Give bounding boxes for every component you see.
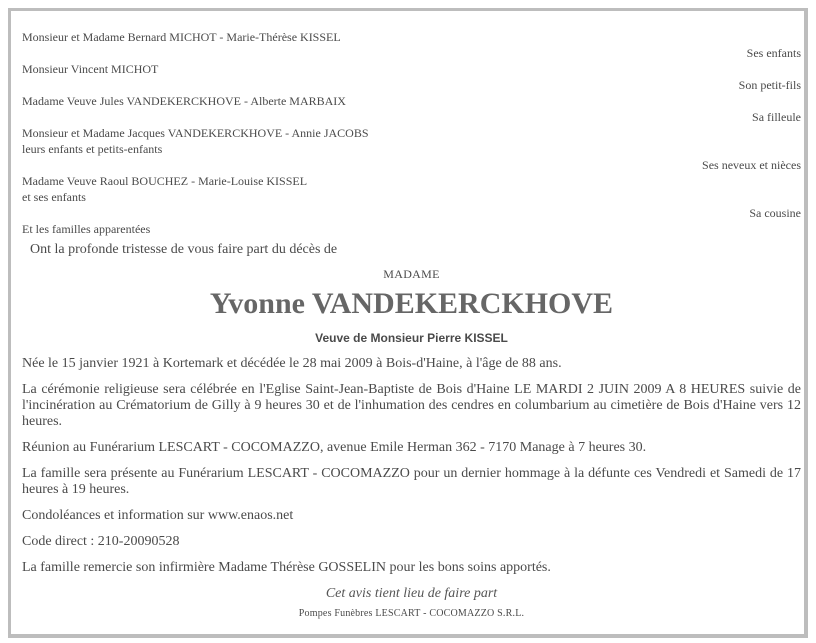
family-entry	[22, 61, 801, 93]
visitation-paragraph: La famille sera présente au Funérarium LESCART - COCOMAZZO pour un dernier hommage à la défunte ces Vendredi et Samedi de 17 heures à 19 heures.	[22, 466, 801, 497]
family-entry	[22, 93, 801, 125]
family-entry	[22, 221, 801, 237]
condolences-paragraph: Condoléances et information sur www.enaos.net	[22, 508, 294, 523]
family-role: Son petit-fils	[738, 78, 801, 92]
notice-frame	[8, 8, 808, 638]
family-name: Monsieur Vincent MICHOT	[22, 62, 159, 76]
family-entry	[22, 29, 801, 61]
ceremony-paragraph: La cérémonie religieuse sera célébrée en l'Eglise Saint-Jean-Baptiste de Bois d'Haine LE MARDI 2 JUIN 2009 A 8 HEURES suivie de l'incinération au Crématorium de Gilly à 9 heures 30 et de l'inhumation des cendres en columbarium au cimetière de Bois d'Haine vers 12 heures.	[22, 382, 801, 429]
birth-death-paragraph: Née le 15 janvier 1921 à Kortemark et décédée le 28 mai 2009 à Bois-d'Haine, à l'âge de 88 ans.	[22, 356, 562, 371]
widow-of: Veuve de Monsieur Pierre KISSEL	[315, 331, 508, 345]
family-name-extra: et ses enfants	[22, 190, 86, 204]
family-name: Monsieur et Madame Bernard MICHOT - Marie-Thérèse KISSEL	[22, 30, 341, 44]
intro-text: Ont la profonde tristesse de vous faire part du décès de	[30, 242, 338, 257]
reunion-paragraph: Réunion au Funérarium LESCART - COCOMAZZO, avenue Emile Herman 362 - 7170 Manage à 7 heures 30.	[22, 440, 647, 455]
family-name-extra: leurs enfants et petits-enfants	[22, 142, 163, 156]
family-entry	[22, 173, 801, 221]
family-entry	[22, 125, 801, 173]
deceased-name: Yvonne VANDEKERCKHOVE	[209, 287, 614, 320]
family-name: Monsieur et Madame Jacques VANDEKERCKHOVE - Annie JACOBS	[22, 126, 369, 140]
family-list	[22, 29, 801, 237]
family-name: Madame Veuve Raoul BOUCHEZ - Marie-Louise KISSEL	[22, 174, 308, 188]
family-name: Madame Veuve Jules VANDEKERCKHOVE - Alberte MARBAIX	[22, 94, 346, 108]
title-prefix: MADAME	[383, 267, 440, 281]
thanks-paragraph: La famille remercie son infirmière Madame Thérèse GOSSELIN pour les bons soins apportés.	[22, 560, 551, 575]
notice-content	[22, 29, 801, 619]
footer-funeral-home: Pompes Funèbres LESCART - COCOMAZZO S.R.L.	[298, 608, 525, 619]
family-role: Ses enfants	[746, 46, 801, 60]
family-name: Et les familles apparentées	[22, 222, 151, 236]
family-role: Sa cousine	[749, 206, 801, 220]
family-role: Sa filleule	[752, 110, 801, 124]
tagline: Cet avis tient lieu de faire part	[325, 586, 498, 601]
code-paragraph: Code direct : 210-20090528	[22, 534, 180, 549]
family-role: Ses neveux et nièces	[702, 158, 801, 172]
